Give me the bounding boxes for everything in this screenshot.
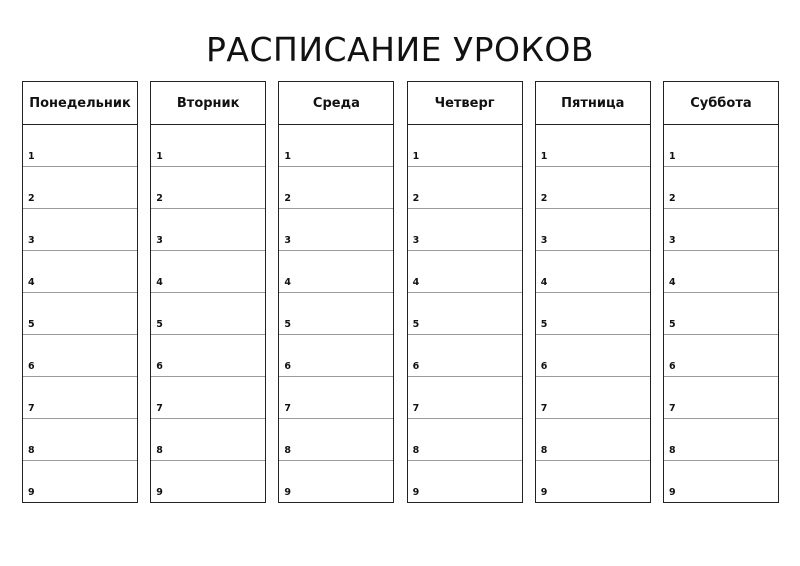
lesson-number: 2 — [156, 193, 163, 204]
page-title: РАСПИСАНИЕ УРОКОВ — [206, 30, 594, 69]
lesson-row[interactable] — [23, 293, 137, 335]
lesson-row[interactable] — [279, 461, 393, 502]
lesson-row[interactable] — [279, 167, 393, 209]
lesson-row[interactable] — [664, 293, 778, 335]
lesson-number: 6 — [28, 361, 35, 372]
day-header: Пятница — [536, 82, 650, 125]
lesson-row[interactable] — [408, 167, 522, 209]
lesson-number: 2 — [540, 193, 548, 204]
lesson-row[interactable] — [279, 209, 393, 251]
lesson-number: 1 — [156, 151, 163, 162]
lesson-row[interactable] — [536, 167, 650, 209]
lesson-number: 2 — [668, 193, 676, 204]
lesson-number: 7 — [412, 403, 420, 414]
day-column — [663, 81, 779, 503]
lesson-row[interactable] — [23, 251, 137, 293]
lesson-row[interactable] — [408, 125, 522, 167]
day-header: Понедельник — [23, 82, 137, 125]
lesson-number: 4 — [412, 277, 420, 288]
lesson-number: 3 — [28, 235, 35, 246]
lesson-row[interactable] — [279, 125, 393, 167]
day-column — [535, 81, 651, 503]
lesson-number: 1 — [284, 151, 291, 162]
lesson-list — [664, 125, 778, 502]
lesson-number: 7 — [156, 403, 163, 414]
lesson-number: 7 — [540, 403, 548, 414]
lesson-number: 1 — [412, 151, 420, 162]
lesson-number: 2 — [412, 193, 420, 204]
lesson-number: 2 — [28, 193, 35, 204]
lesson-row[interactable] — [279, 377, 393, 419]
lesson-number: 4 — [156, 277, 163, 288]
day-column — [150, 81, 266, 503]
day-column — [407, 81, 523, 503]
lesson-row[interactable] — [408, 377, 522, 419]
schedule-grid — [22, 81, 779, 505]
lesson-number: 5 — [284, 319, 291, 330]
lesson-row[interactable] — [279, 251, 393, 293]
lesson-number: 6 — [156, 361, 163, 372]
lesson-row[interactable] — [664, 461, 778, 502]
lesson-number: 8 — [156, 445, 163, 456]
lesson-row[interactable] — [664, 419, 778, 461]
lesson-number: 8 — [28, 445, 35, 456]
lesson-number: 4 — [28, 277, 35, 288]
lesson-number: 5 — [412, 319, 420, 330]
lesson-number: 8 — [540, 445, 548, 456]
day-header: Суббота — [664, 82, 778, 125]
lesson-row[interactable] — [408, 251, 522, 293]
lesson-number: 5 — [156, 319, 163, 330]
lesson-row[interactable] — [23, 167, 137, 209]
lesson-row[interactable] — [536, 209, 650, 251]
lesson-row[interactable] — [151, 293, 265, 335]
lesson-row[interactable] — [23, 335, 137, 377]
lesson-number: 9 — [668, 487, 676, 498]
lesson-number: 6 — [412, 361, 420, 372]
lesson-row[interactable] — [151, 461, 265, 502]
lesson-row[interactable] — [536, 251, 650, 293]
lesson-row[interactable] — [536, 335, 650, 377]
lesson-number: 3 — [668, 235, 676, 246]
lesson-row[interactable] — [279, 293, 393, 335]
lesson-list — [536, 125, 650, 502]
lesson-number: 7 — [668, 403, 676, 414]
lesson-row[interactable] — [664, 125, 778, 167]
lesson-number: 9 — [28, 487, 35, 498]
lesson-row[interactable] — [664, 377, 778, 419]
lesson-row[interactable] — [151, 125, 265, 167]
lesson-row[interactable] — [279, 419, 393, 461]
lesson-number: 4 — [668, 277, 676, 288]
lesson-row[interactable] — [536, 125, 650, 167]
lesson-row[interactable] — [664, 251, 778, 293]
lesson-row[interactable] — [408, 209, 522, 251]
lesson-row[interactable] — [408, 335, 522, 377]
lesson-number: 8 — [284, 445, 291, 456]
lesson-number: 5 — [28, 319, 35, 330]
lesson-number: 9 — [540, 487, 548, 498]
lesson-list — [408, 125, 522, 502]
lesson-number: 8 — [668, 445, 676, 456]
lesson-number: 4 — [284, 277, 291, 288]
lesson-list — [151, 125, 265, 502]
lesson-number: 8 — [412, 445, 420, 456]
lesson-row[interactable] — [408, 461, 522, 502]
lesson-number: 1 — [668, 151, 676, 162]
lesson-row[interactable] — [151, 167, 265, 209]
lesson-number: 4 — [540, 277, 548, 288]
lesson-row[interactable] — [536, 293, 650, 335]
lesson-row[interactable] — [23, 209, 137, 251]
lesson-row[interactable] — [408, 293, 522, 335]
lesson-number: 5 — [540, 319, 548, 330]
lesson-number: 3 — [156, 235, 163, 246]
lesson-row[interactable] — [536, 461, 650, 502]
lesson-number: 6 — [540, 361, 548, 372]
lesson-number: 9 — [156, 487, 163, 498]
lesson-number: 3 — [540, 235, 548, 246]
lesson-row[interactable] — [23, 377, 137, 419]
lesson-row[interactable] — [151, 251, 265, 293]
lesson-list — [279, 125, 393, 502]
lesson-row[interactable] — [151, 419, 265, 461]
day-header: Среда — [279, 82, 393, 125]
lesson-row[interactable] — [536, 377, 650, 419]
day-header: Четверг — [408, 82, 522, 125]
day-column — [278, 81, 394, 503]
lesson-number: 6 — [668, 361, 676, 372]
lesson-row[interactable] — [664, 167, 778, 209]
lesson-number: 6 — [284, 361, 291, 372]
lesson-row[interactable] — [151, 209, 265, 251]
lesson-row[interactable] — [151, 335, 265, 377]
lesson-number: 1 — [28, 151, 35, 162]
lesson-row[interactable] — [664, 335, 778, 377]
day-header: Вторник — [151, 82, 265, 125]
lesson-number: 3 — [412, 235, 420, 246]
lesson-row[interactable] — [408, 419, 522, 461]
lesson-number: 5 — [668, 319, 676, 330]
lesson-number: 9 — [284, 487, 291, 498]
lesson-row[interactable] — [279, 335, 393, 377]
lesson-number: 2 — [284, 193, 291, 204]
lesson-list — [23, 125, 137, 502]
lesson-number: 3 — [284, 235, 291, 246]
lesson-row[interactable] — [23, 461, 137, 502]
lesson-row[interactable] — [23, 419, 137, 461]
lesson-row[interactable] — [664, 209, 778, 251]
day-column — [22, 81, 138, 503]
lesson-number: 9 — [412, 487, 420, 498]
lesson-number: 7 — [284, 403, 291, 414]
lesson-row[interactable] — [536, 419, 650, 461]
lesson-number: 1 — [540, 151, 548, 162]
lesson-row[interactable] — [151, 377, 265, 419]
lesson-number: 7 — [28, 403, 35, 414]
lesson-row[interactable] — [23, 125, 137, 167]
